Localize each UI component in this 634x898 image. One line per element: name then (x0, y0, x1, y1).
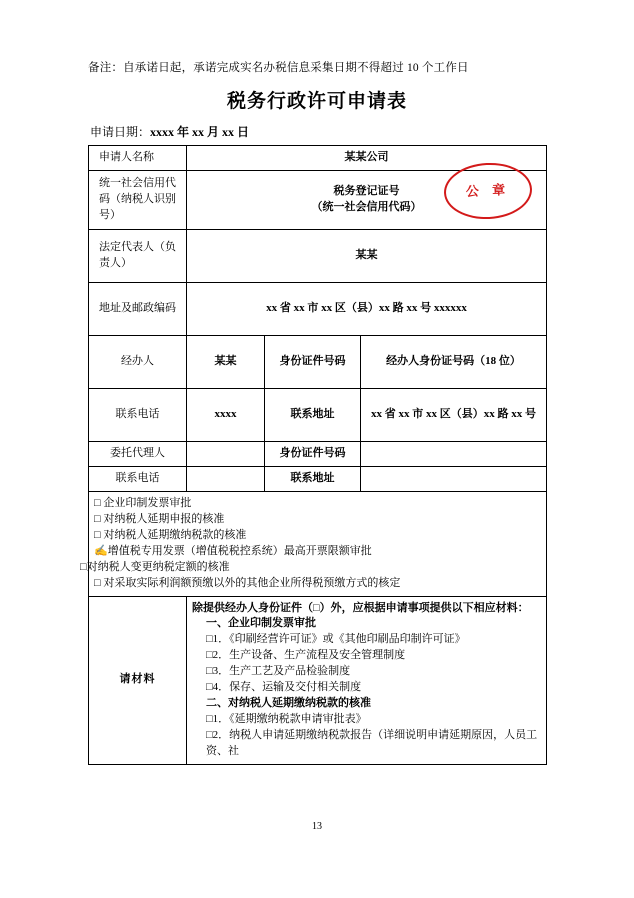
page-title: 税务行政许可申请表 (226, 91, 407, 113)
handler-label: 经办人 (89, 336, 187, 389)
table-row (89, 442, 547, 467)
agent-contact-address-label: 联系地址 (265, 466, 361, 491)
handler-id-label: 经办人身份证号码（18 位） (361, 336, 547, 389)
table-row (89, 389, 547, 442)
credit-code-value-line1: 税务登记证号 (333, 185, 400, 198)
legal-rep-label: 法定代表人（负责人） (89, 230, 187, 283)
agent-id-value[interactable] (361, 442, 547, 467)
applicant-name-value[interactable]: 某某公司 (187, 146, 547, 171)
materials-section-2-heading: 二、对纳税人延期缴纳税款的核准 (206, 697, 371, 710)
checkbox-item-quota-change[interactable]: □对纳税人变更纳税定额的核准 (80, 560, 230, 573)
materials-section-1-heading: 一、企业印制发票审批 (206, 617, 316, 630)
table-row (89, 336, 547, 389)
contact-address-label: 联系地址 (265, 389, 361, 442)
contact-phone-label: 联系电话 (89, 389, 187, 442)
materials-row-label: 请材料 (89, 596, 187, 764)
materials-intro: 除提供经办人身份证件（□）外，应根据申请事项提供以下相应材料： (192, 601, 529, 614)
applicant-name-label: 申请人名称 (89, 146, 187, 171)
apply-date-label: 申请日期： (90, 125, 151, 140)
materials-list (187, 596, 547, 764)
official-seal-stamp: 公 章 (443, 161, 534, 222)
credit-code-value-line2: （统一社会信用代码） (311, 201, 422, 214)
materials-item[interactable]: □2．纳税人申请延期缴纳税款报告（详细说明申请延期原因，人员工资、社 (206, 729, 538, 757)
apply-date (90, 123, 546, 140)
agent-phone-value[interactable] (187, 466, 265, 491)
materials-item[interactable]: □4．保存、运输及交付相关制度 (206, 681, 362, 694)
note-text: 备注：自承诺日起，承诺完成实名办税信息采集日期不得超过 10 个工作日 (88, 62, 469, 74)
table-row (89, 171, 547, 230)
agent-label: 委托代理人 (89, 442, 187, 467)
address-value[interactable]: xx 省 xx 市 xx 区（县）xx 路 xx 号 xxxxxx (187, 283, 547, 336)
page-number: 13 (312, 821, 322, 832)
credit-code-label: 统一社会信用代码（纳税人识别号） (89, 171, 187, 230)
contact-phone-value[interactable]: xxxx (187, 389, 265, 442)
legal-rep-value[interactable]: 某某 (187, 230, 547, 283)
contact-address-value[interactable]: xx 省 xx 市 xx 区（县）xx 路 xx 号 (361, 389, 547, 442)
checkbox-item-delayed-payment[interactable]: □ 对纳税人延期缴纳税款的核准 (94, 528, 247, 541)
materials-item[interactable]: □1．《印刷经营许可证》或《其他印刷品印制许可证》 (206, 633, 466, 646)
permit-items-checklist (80, 491, 547, 596)
agent-phone-label: 联系电话 (89, 466, 187, 491)
checkbox-item-delayed-declaration[interactable]: □ 对纳税人延期申报的核准 (94, 512, 225, 525)
materials-item[interactable]: □3．生产工艺及产品检验制度 (206, 665, 351, 678)
credit-code-value[interactable] (187, 171, 547, 230)
table-row (89, 283, 547, 336)
apply-date-value: xxxx 年 xx 月 xx 日 (150, 125, 250, 140)
checkbox-item-vat-max-limit[interactable]: ✍增值税专用发票（增值税税控系统）最高开票限额审批 (94, 544, 372, 557)
checkbox-item-invoice-printing[interactable]: □ 企业印制发票审批 (94, 496, 192, 509)
table-row (89, 466, 547, 491)
agent-id-label: 身份证件号码 (265, 442, 361, 467)
table-row-checklist (89, 491, 547, 596)
materials-item[interactable]: □2．生产设备、生产流程及安全管理制度 (206, 649, 406, 662)
table-row-materials (89, 596, 547, 764)
id-number-label: 身份证件号码 (265, 336, 361, 389)
handler-value[interactable]: 某某 (187, 336, 265, 389)
agent-value[interactable] (187, 442, 265, 467)
agent-contact-address-value[interactable] (361, 466, 547, 491)
table-row (89, 230, 547, 283)
address-label: 地址及邮政编码 (89, 283, 187, 336)
materials-item[interactable]: □1．《延期缴纳税款申请审批表》 (206, 713, 367, 726)
application-form-table (80, 145, 547, 765)
checkbox-item-prepay-method[interactable]: □ 对采取实际利润额预缴以外的其他企业所得税预缴方式的核定 (94, 576, 401, 589)
